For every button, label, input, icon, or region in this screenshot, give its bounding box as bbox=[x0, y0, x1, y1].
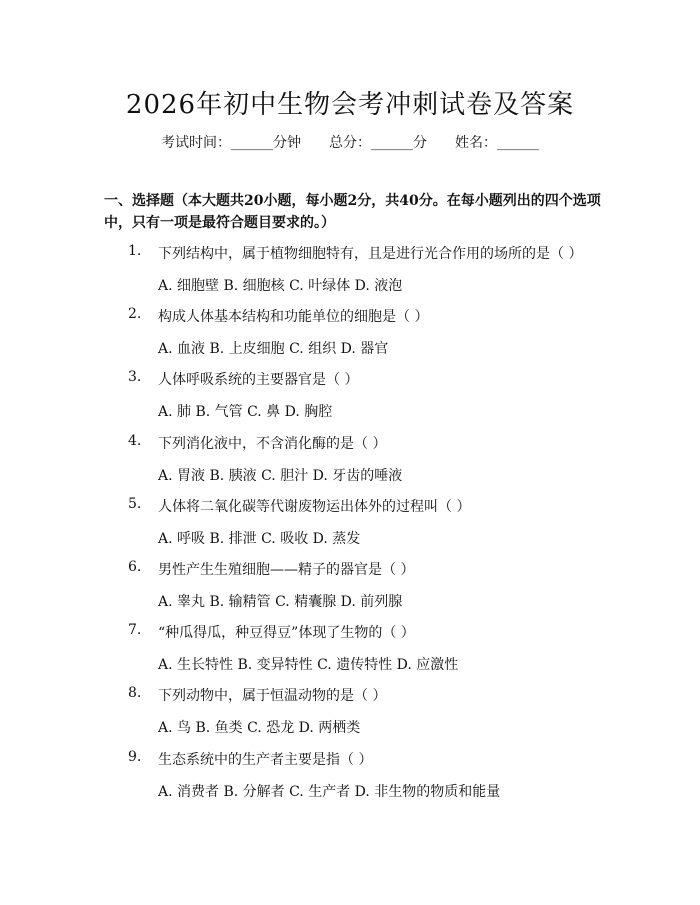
question-number: 4. bbox=[128, 432, 142, 449]
total-score-field: 总分：______分 bbox=[329, 135, 427, 151]
question-number: 9. bbox=[128, 748, 142, 765]
question-options: A. 鸟 B. 鱼类 C. 恐龙 D. 两栖类 bbox=[158, 720, 361, 737]
question-stem: 男性产生生殖细胞——精子的器官是（ ） bbox=[158, 561, 415, 578]
question-stem: 生态系统中的生产者主要是指（ ） bbox=[158, 751, 373, 768]
question-item bbox=[0, 622, 700, 685]
question-number: 7. bbox=[128, 622, 142, 639]
question-item bbox=[0, 243, 700, 306]
question-options: A. 细胞壁 B. 细胞核 C. 叶绿体 D. 液泡 bbox=[158, 278, 403, 294]
question-options: A. 消费者 B. 分解者 C. 生产者 D. 非生物的物质和能量 bbox=[158, 783, 501, 800]
exam-time-field: 考试时间：______分钟 bbox=[161, 135, 301, 151]
question-options: A. 生长特性 B. 变异特性 C. 遗传特性 D. 应激性 bbox=[158, 657, 459, 674]
question-number: 1. bbox=[128, 243, 142, 259]
question-stem: 人体将二氧化碳等代谢废物运出体外的过程叫（ ） bbox=[158, 498, 471, 515]
question-item bbox=[0, 559, 700, 622]
question-number: 8. bbox=[128, 685, 142, 702]
question-options: A. 睾丸 B. 输精管 C. 精囊腺 D. 前列腺 bbox=[158, 593, 403, 610]
question-item bbox=[0, 433, 700, 496]
question-stem: 下列消化液中，不含消化酶的是（ ） bbox=[158, 435, 387, 452]
section-heading: 一、选择题（本大题共20小题，每小题2分，共40分。在每小题列出的四个选项中，只有一项是最符合题目要求的。） bbox=[104, 193, 601, 231]
question-options: A. 肺 B. 气管 C. 鼻 D. 胸腔 bbox=[158, 404, 333, 421]
exam-info bbox=[0, 132, 700, 152]
exam-title: 2026年初中生物会考冲刺试卷及答案 bbox=[125, 90, 575, 120]
question-item bbox=[0, 306, 700, 369]
question-number: 6. bbox=[128, 558, 142, 575]
question-stem: “种瓜得瓜，种豆得豆”体现了生物的（ ） bbox=[158, 625, 415, 642]
question-stem: 下列动物中，属于恒温动物的是（ ） bbox=[158, 688, 387, 705]
question-number: 2. bbox=[128, 306, 142, 323]
question-item bbox=[0, 749, 700, 812]
question-item bbox=[0, 685, 700, 748]
question-stem: 下列结构中，属于植物细胞特有，且是进行光合作用的场所的是（ ） bbox=[158, 246, 583, 262]
question-stem: 构成人体基本结构和功能单位的细胞是（ ） bbox=[158, 309, 429, 326]
question-number: 3. bbox=[128, 369, 142, 386]
question-item bbox=[0, 369, 700, 432]
question-number: 5. bbox=[128, 495, 142, 512]
question-list bbox=[0, 243, 700, 812]
question-options: A. 胃液 B. 胰液 C. 胆汁 D. 牙齿的唾液 bbox=[158, 467, 403, 484]
student-name-field: 姓名：______ bbox=[455, 135, 539, 151]
question-options: A. 呼吸 B. 排泄 C. 吸收 D. 蒸发 bbox=[158, 530, 361, 547]
question-stem: 人体呼吸系统的主要器官是（ ） bbox=[158, 372, 359, 389]
question-options: A. 血液 B. 上皮细胞 C. 组织 D. 器官 bbox=[158, 341, 389, 358]
question-item bbox=[0, 496, 700, 559]
